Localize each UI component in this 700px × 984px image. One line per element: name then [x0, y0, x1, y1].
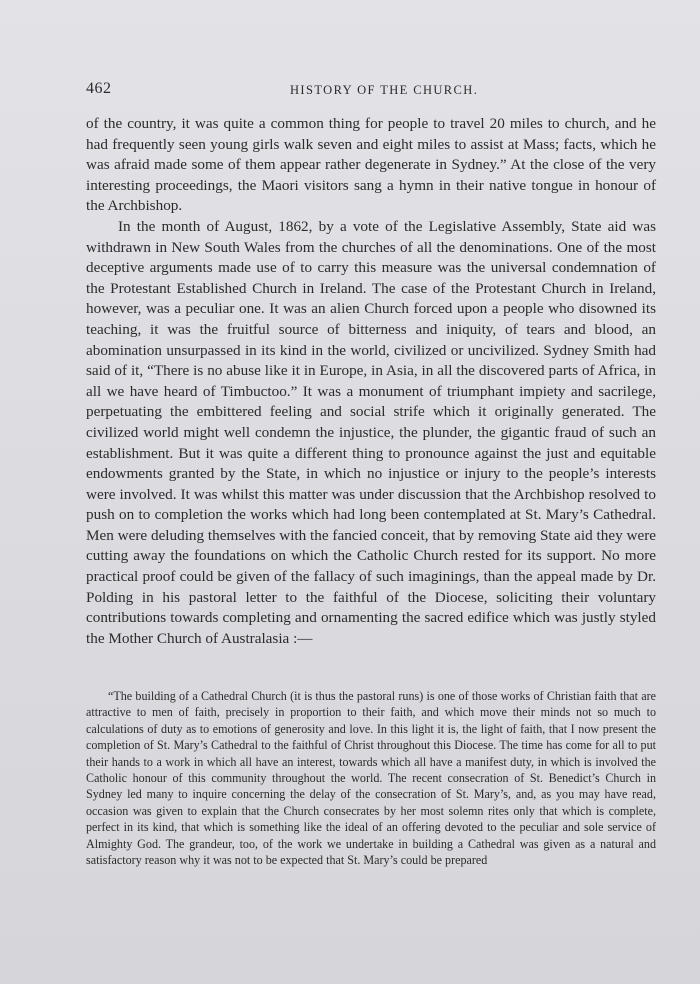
pastoral-quote: “The building of a Cathedral Church (it is thus the pastoral runs) is one of those works of Christian faith that are attractive to men of faith, precisely in proportion to their faith, and which move their minds not so much to calculations of duty as to emotions of generosity and love. In this light it is, the light of faith, that I now present the completion of St. Mary’s Cathedral to the faithful of Christ throughout this Diocese. The time has come for all to put their hands to a work in which all have an interest, towards which all have a manifest duty, in which is involved the Catholic honour of this community throughout the world. The recent consecration of St. Benedict’s Church in Sydney led many to inquire concerning the delay of the consecration of St. Mary’s, and, as you may have read, occasion was given to explain that the Church consecrates by her most solemn rites only that which is complete, perfect in its kind, that which is something like the ideal of an offering devoted to the peculiar and sole service of Almighty God. The grandeur, too, of the work we undertake in building a Cathedral was given as a natural and satisfactory reason why it was not to be expected that St. Mary’s could be prepared: [86, 689, 656, 868]
page-number: 462: [86, 80, 112, 97]
running-head: [86, 80, 656, 102]
paragraph-state-aid: In the month of August, 1862, by a vote of the Legislative Assembly, State aid was withdrawn in New South Wales from the churches of all the denominations. One of the most deceptive arguments made use of to carry this measure was the universal condemnation of the Protestant Established Church in Ireland. The case of the Protestant Church in Ireland, however, was a peculiar one. It was an alien Church forced upon a people who disowned its teaching, it was the fruitful source of bitterness and iniquity, of tears and blood, an abomination unsurpassed in its kind in the world, civilized or uncivilized. Sydney Smith had said of it, “There is no abuse like it in Europe, in Asia, in all the discovered parts of Africa, in all we have heard of Timbuctoo.” It was a monument of triumphant impiety and sacrilege, perpetuating the embittered feeling and social strife which it originally generated. The civilized world might well condemn the injustice, the plunder, the gigantic fraud of such an establishment. But it was quite a different thing to pronounce against the just and equitable endowments granted by the State, in which no injustice or injury to the people’s interests were involved. It was whilst this matter was under discussion that the Archbishop resolved to push on to completion the works which had long been contemplated at St. Mary’s Cathedral. Men were deluding themselves with the fancied conceit, that by removing State aid they were cutting away the foundations on which the Catholic Church rested for its support. No more practical proof could be given of the fallacy of such imaginings, than the appeal made by Dr. Polding in his pastoral letter to the faithful of the Diocese, soliciting their voluntary contributions towards completing and ornamenting the sacred edifice which was justly styled the Mother Church of Australasia :—: [86, 217, 656, 647]
paragraph-continuation: of the country, it was quite a common thing for people to travel 20 miles to church, and he had frequently seen young girls walk seven and eight miles to assist at Mass; facts, which he was afraid made some of them appear rather degenerate in Sydney.” At the close of the very interesting proceedings, the Maori visitors sang a hymn in their native tongue in honour of the Archbishop.: [86, 115, 656, 215]
body-text: [86, 114, 656, 649]
running-title: HISTORY OF THE CHURCH.: [290, 83, 479, 97]
